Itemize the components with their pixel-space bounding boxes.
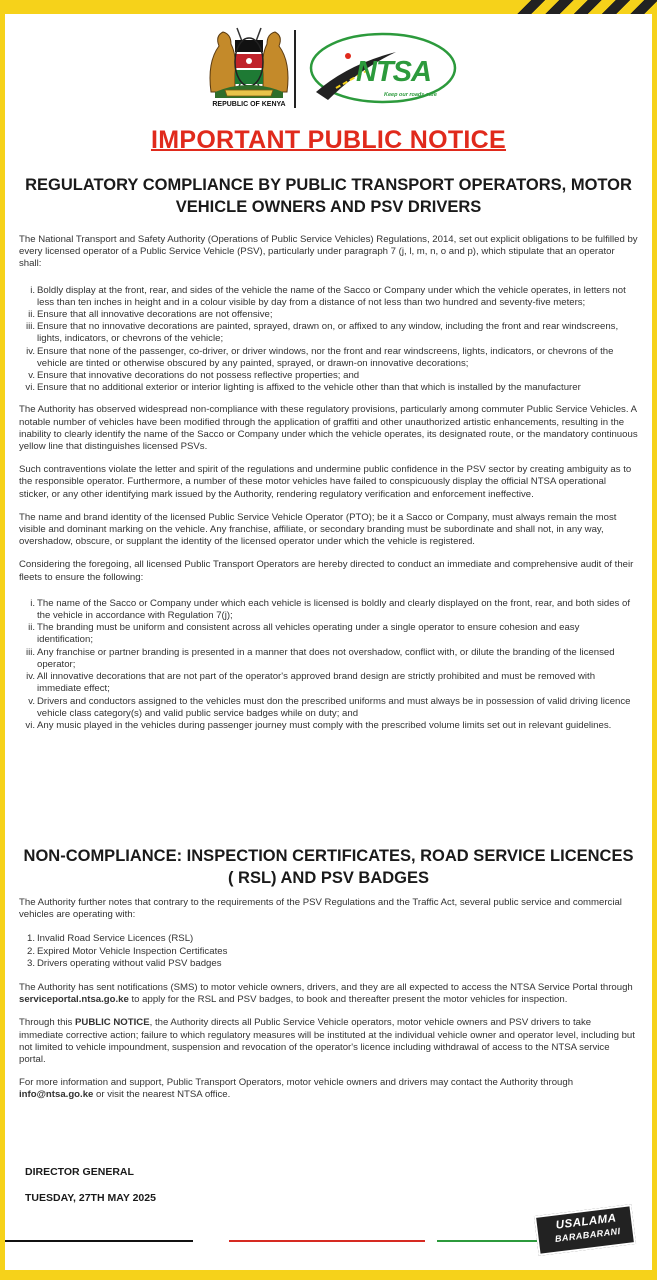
section1-body — [19, 234, 638, 732]
list-item: ii. Ensure that all innovative decorations are not offensive; — [28, 309, 273, 321]
list-item: v. Drivers and conductors assigned to the vehicles must don the prescribed uniforms and must always be in possession of valid driving licence vehicle class category(s) and valid public service badges while on duty; and — [28, 695, 631, 719]
list-item: ii. The branding must be uniform and consistent across all vehicles operating under a single operator to ensure cohesion and easy identification; — [28, 622, 580, 646]
audit-directives-list — [23, 598, 638, 732]
footer-line-black — [5, 1240, 193, 1242]
section1-paragraph-4: Considering the foregoing, all licensed Public Transport Operators are hereby directed to conduct an immediate and comprehensive audit of their fleets to ensure the following: — [19, 559, 634, 583]
list-item: i. Boldly display at the front, rear, and sides of the vehicle the name of the Sacco or Company under which the vehicle operates, in letters not less than ten inches in height and in a colour visible by day from a distance of not less than two hundred and seventy-five meters; — [30, 284, 626, 308]
notice-page — [5, 14, 652, 1270]
hazard-stripe-decoration — [517, 0, 657, 14]
list-item: iii. Ensure that no innovative decorations are painted, sprayed, drawn on, or affixed to any window, including the front and rear windscreens, lights, indicators, or chevrons of the vehicle; — [25, 321, 619, 345]
list-item: i. The name of the Sacco or Company under which each vehicle is licensed is boldly and clearly displayed on the front, rear, and both sides of the vehicle in accordance with Regulation 7(j); — [30, 597, 631, 622]
usalama-barabarani-badge — [536, 1204, 634, 1256]
ntsa-logo-text: NTSA — [356, 56, 431, 88]
list-item: 3. Drivers operating without valid PSV badges — [26, 957, 222, 969]
section1-paragraph-1: The Authority has observed widespread non-compliance with these regulatory provisions, particularly among commuter Public Service Vehicles. A notable number of vehicles have been modified through the application of graffiti and other unauthorized artistic enhancements, resulting in the inability to clearly identify the name of the Sacco or Company under which the vehicle operates, its designated route, or the mandatory continuous yellow line that distinguishes licensed PSVs. — [19, 404, 638, 453]
badge-text: USALAMA BARABARANI — [554, 1212, 622, 1244]
operator-obligations-list — [23, 285, 638, 395]
list-item: v. Ensure that innovative decorations do not possess reflective properties; and — [28, 370, 360, 382]
notice-date: TUESDAY, 27TH MAY 2025 — [25, 1192, 156, 1204]
ntsa-logo — [308, 30, 458, 110]
coat-of-arms-logo — [201, 22, 297, 112]
footer-line-green — [437, 1240, 537, 1242]
header-divider — [294, 30, 296, 108]
list-item: 1. Invalid Road Service Licences (RSL) — [26, 933, 194, 945]
notice-title: IMPORTANT PUBLIC NOTICE — [150, 126, 507, 154]
list-item: vi. Any music played in the vehicles during passenger journey must comply with the prescribed volume limits set out in relevant guidelines. — [25, 719, 612, 731]
list-item: iii. Any franchise or partner branding is presented in a manner that does not overshadow, conflict with, or dilute the branding of the licensed operator; — [25, 646, 615, 670]
list-item: iv. All innovative decorations that are not part of the operator's approved brand design are strictly prohibited and must be removed with immediate effect; — [26, 671, 596, 695]
footer-line-red — [229, 1240, 425, 1242]
contact-email-link[interactable]: info@ntsa.go.ke — [19, 1089, 94, 1101]
service-portal-link[interactable]: serviceportal.ntsa.go.ke — [19, 994, 129, 1006]
section1-paragraph-2: Such contraventions violate the letter and spirit of the regulations and undermine public confidence in the PSV sector by creating ambiguity as to the responsible operator. Furthermore, a number of these motor vehicles have failed to conspicuously display the official NTSA operational sticker, or any other identifying mark issued by the Authority, rendering regulatory verification and enforcement ineffective. — [19, 464, 632, 500]
section1-paragraph-3: The name and brand identity of the licensed Public Service Vehicle Operator (PTO); be it a Sacco or Company, must always remain the most visible and dominant marking on the vehicle. Any franchise, affiliate, or secondary branding must be subordinate and shall not, in any way, overshadow, obscure, or supplant the identity of the licensed operator under which the vehicle is registered. — [19, 511, 617, 548]
header — [5, 20, 652, 115]
list-item: vi. Ensure that no additional exterior or interior lighting is affixed to the vehicle other than that which is installed by the manufacturer — [25, 382, 581, 394]
kenya-coat-of-arms-icon — [201, 22, 297, 102]
list-item: 2. Expired Motor Vehicle Inspection Certificates — [26, 945, 228, 957]
section1-intro: The National Transport and Safety Authority (Operations of Public Service Vehicles) Regulations, 2014, set out explicit obligations to be fulfilled by every licensed operator of a Public Service Vehicle (PSV), particularly under paragraph 7 (j, l, m, n, o and p), which stipulate that an operator shall: — [19, 234, 638, 270]
signatory-title: DIRECTOR GENERAL — [25, 1166, 134, 1178]
list-item: iv. Ensure that none of the passenger, co-driver, or driver windows, nor the front and rear windscreens, lights, indicators, or chevrons of the vehicle are tinted or otherwise obscured by any painted, sprayed, or drawn-on innovative decorations; — [26, 345, 614, 369]
section2-heading: NON-COMPLIANCE: INSPECTION CERTIFICATES, ROAD SERVICE LICENCES ( RSL) AND PSV BADGES — [23, 847, 634, 887]
ntsa-tagline: Keep our roads safe — [384, 92, 437, 98]
section2-paragraph-3: For more information and support, Public Transport Operators, motor vehicle owners and drivers may contact the Authority through info@ntsa.go.ke or visit the nearest NTSA office. — [19, 1077, 574, 1101]
section1-heading: REGULATORY COMPLIANCE BY PUBLIC TRANSPORT OPERATORS, MOTOR VEHICLE OWNERS AND PSV DRIVERS — [25, 176, 632, 216]
non-compliance-list — [23, 933, 638, 970]
coat-of-arms-caption: REPUBLIC OF KENYA — [212, 101, 286, 108]
section2-intro: The Authority further notes that contrary to the requirements of the PSV Regulations and the Traffic Act, several public service and commercial vehicles are operating with: — [19, 897, 622, 921]
section2-body — [19, 897, 638, 1102]
section2-paragraph-2: Through this PUBLIC NOTICE, the Authority directs all Public Service Vehicle operators, motor vehicle owners and PSV drivers to take immediate corrective action; failure to which regulatory measures will be instituted at the individual vehicle owner and operator level, including but not limited to vehicle impoundment, suspension and revocation of the operator's licence including withdrawal of access to the NTSA service portal. — [19, 1017, 635, 1066]
section2-paragraph-1: The Authority has sent notifications (SMS) to motor vehicle owners, drivers, and they are all expected to access the NTSA Service Portal through serviceportal.ntsa.go.ke to apply for the RSL and PSV badges, to book and thereafter present the motor vehicles for inspection. — [19, 982, 633, 1006]
